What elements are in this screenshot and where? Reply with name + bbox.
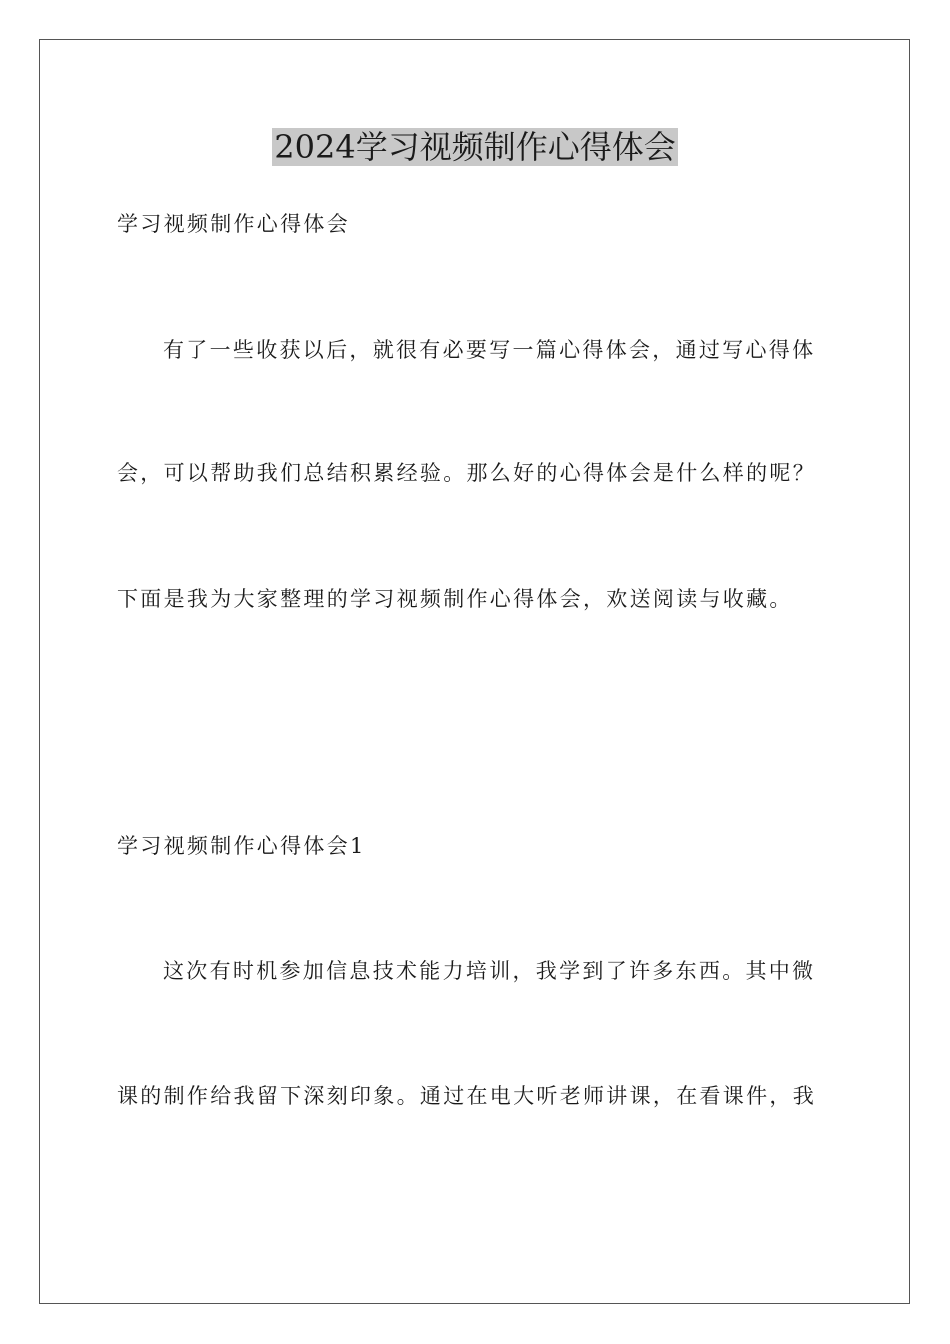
section-heading: 学习视频制作心得体会1: [117, 834, 366, 858]
paragraph-line: 下面是我为大家整理的学习视频制作心得体会，欢送阅读与收藏。: [117, 587, 793, 611]
paragraph-line: 这次有时机参加信息技术能力培训，我学到了许多东西。其中微: [163, 959, 816, 983]
subtitle-line: 学习视频制作心得体会: [117, 212, 350, 236]
paragraph-line: 课的制作给我留下深刻印象。通过在电大听老师讲课，在看课件，我: [117, 1084, 816, 1108]
document-title: [0, 124, 950, 170]
paragraph-line: 会，可以帮助我们总结积累经验。那么好的心得体会是什么样的呢？: [117, 461, 816, 485]
document-title-text: 2024学习视频制作心得体会: [274, 128, 676, 166]
paragraph-line: 有了一些收获以后，就很有必要写一篇心得体会，通过写心得体: [163, 338, 816, 362]
